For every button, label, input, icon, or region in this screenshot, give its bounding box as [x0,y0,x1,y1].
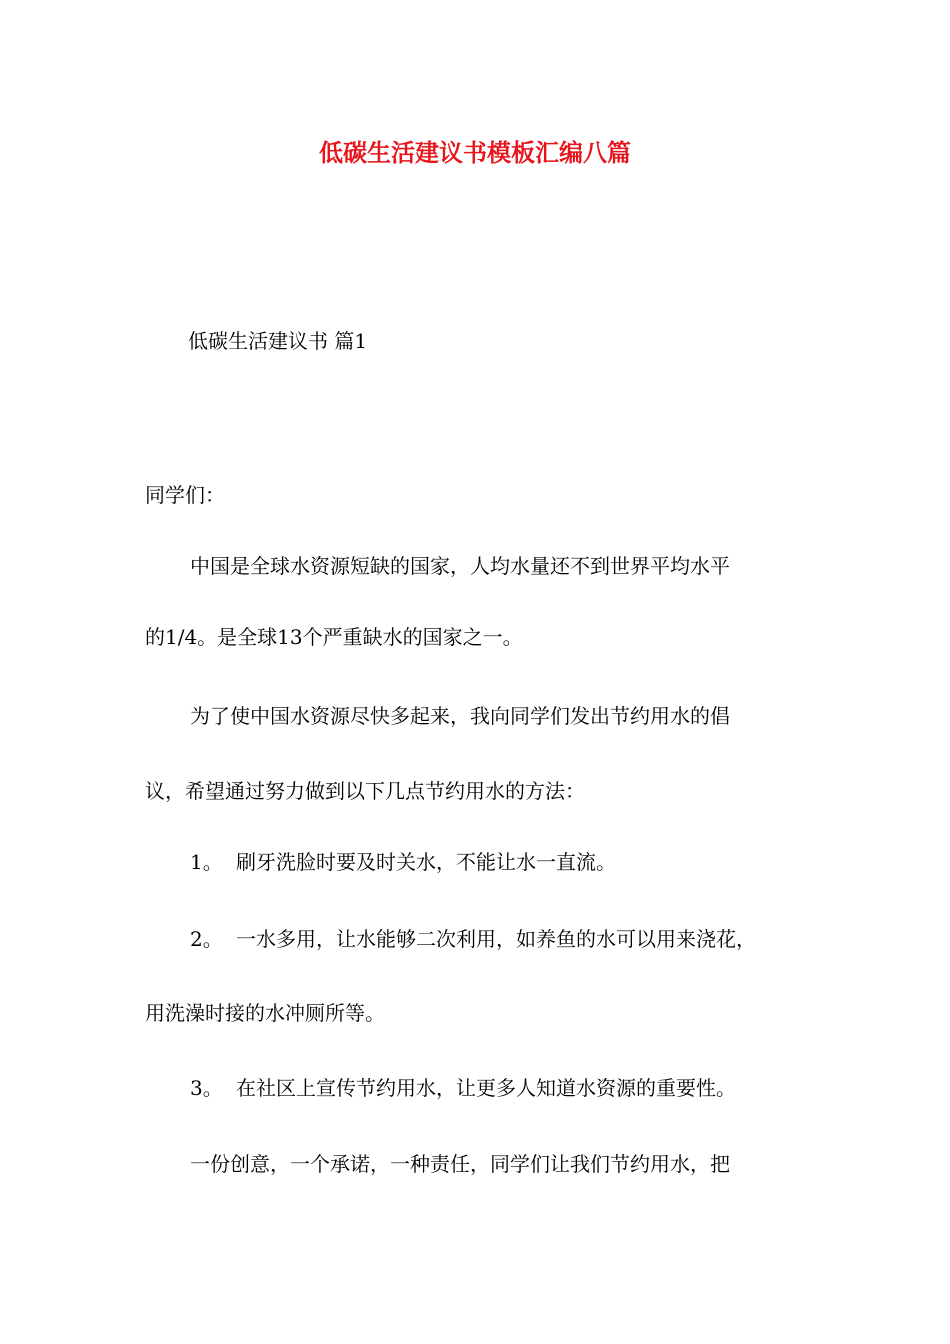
paragraph-line: 的1/4。是全球13个严重缺水的国家之一。 [145,625,523,649]
list-item [190,1073,736,1103]
section-heading: 低碳生活建议书 篇1 [188,329,368,353]
list-item-number: 1。 [190,850,223,874]
document-title: 低碳生活建议书模板汇编八篇 [319,138,631,167]
paragraph-line: 为了使中国水资源尽快多起来，我向同学们发出节约用水的倡 [190,704,730,728]
list-item-text: 一水多用，让水能够二次利用，如养鱼的水可以用来浇花， [236,927,756,951]
list-item [190,924,756,954]
list-item-number: 2。 [190,927,223,951]
list-item-number: 3。 [190,1076,223,1100]
salutation: 同学们： [145,483,225,507]
paragraph-line: 中国是全球水资源短缺的国家，人均水量还不到世界平均水平 [190,554,730,578]
list-item-text: 在社区上宣传节约用水，让更多人知道水资源的重要性。 [236,1076,736,1100]
paragraph-line: 用洗澡时接的水冲厕所等。 [145,1001,385,1025]
paragraph-line: 议，希望通过努力做到以下几点节约用水的方法： [145,779,585,803]
paragraph-line: 一份创意，一个承诺，一种责任，同学们让我们节约用水，把 [190,1152,730,1176]
list-item [190,847,616,877]
list-item-text: 刷牙洗脸时要及时关水，不能让水一直流。 [236,850,616,874]
